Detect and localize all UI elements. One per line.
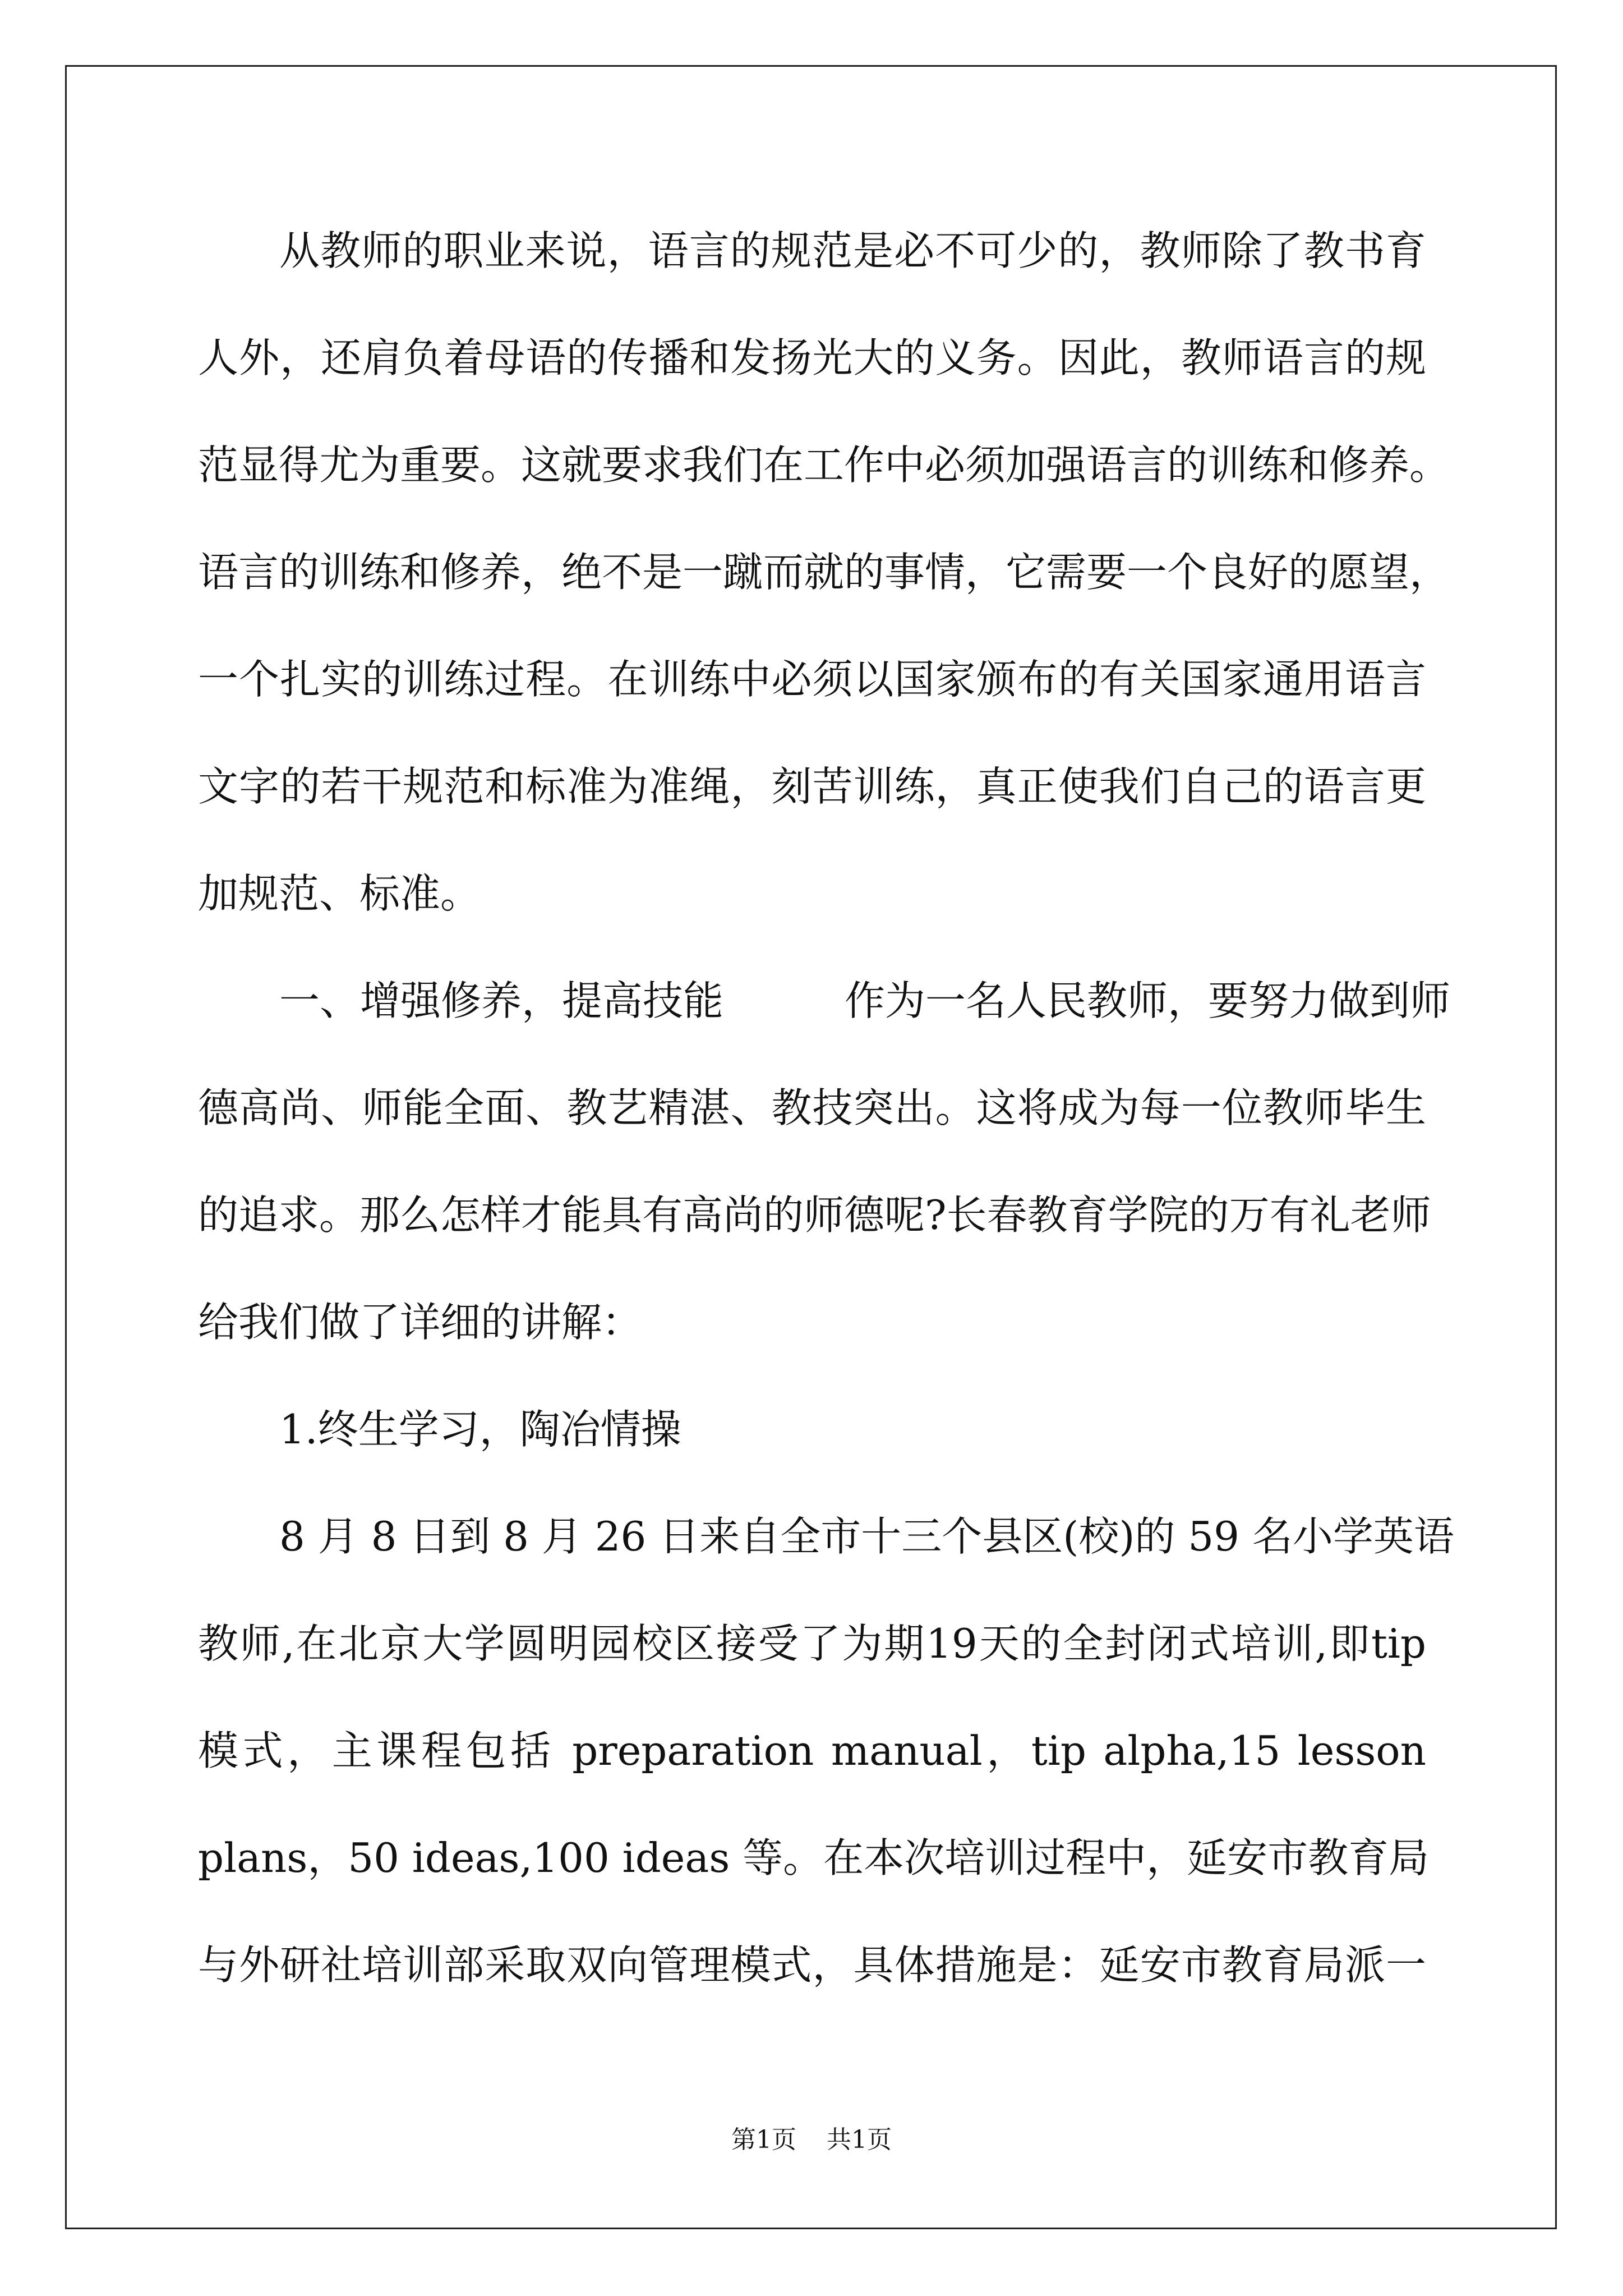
paragraph-line: plans，50 ideas,100 ideas 等。在本次培训过程中，延安市教育局 bbox=[198, 1834, 1430, 1881]
paragraph-line: 从教师的职业来说，语言的规范是必不可少的，教师除了教书育 bbox=[279, 227, 1426, 274]
paragraph-line: 范显得尤为重要。这就要求我们在工作中必须加强语言的训练和修养。 bbox=[198, 441, 1450, 489]
paragraph-line: 德高尚、师能全面、教艺精湛、教技突出。这将成为每一位教师毕生 bbox=[198, 1084, 1426, 1131]
paragraph-line: 的追求。那么怎样才能具有高尚的师德呢?长春教育学院的万有礼老师 bbox=[198, 1191, 1431, 1239]
paragraph-line: 给我们做了详细的讲解： bbox=[198, 1299, 643, 1346]
paragraph-line: 8 月 8 日到 8 月 26 日来自全市十三个县区(校)的 59 名小学英语 bbox=[279, 1513, 1454, 1560]
paragraph-line: 文字的若干规范和标准为准绳，刻苦训练，真正使我们自己的语言更 bbox=[198, 763, 1426, 810]
total-pages: 共1页 bbox=[827, 2125, 892, 2154]
paragraph-line: 语言的训练和修养，绝不是一蹴而就的事情，它需要一个良好的愿望， bbox=[198, 549, 1450, 596]
paragraph-line: 教师,在北京大学圆明园校区接受了为期19天的全封闭式培训,即tip bbox=[198, 1620, 1426, 1667]
paragraph-line: 模式，主课程包括 preparation manual，tip alpha,15 lesson bbox=[198, 1727, 1426, 1774]
page-number: 第1页 bbox=[731, 2125, 796, 2154]
paragraph-line: 与外研社培训部采取双向管理模式，具体措施是：延安市教育局派一 bbox=[198, 1941, 1426, 1989]
paragraph-line: 一个扎实的训练过程。在训练中必须以国家颁布的有关国家通用语言 bbox=[198, 656, 1426, 703]
paragraph-line: 人外，还肩负着母语的传播和发扬光大的义务。因此，教师语言的规 bbox=[198, 334, 1426, 381]
paragraph-line: 加规范、标准。 bbox=[198, 870, 481, 917]
page-footer bbox=[0, 2123, 1623, 2157]
section-heading-line: 一、增强修养，提高技能 作为一名人民教师，要努力做到师 bbox=[279, 977, 1451, 1024]
subheading-line: 1.终生学习，陶冶情操 bbox=[279, 1406, 681, 1453]
